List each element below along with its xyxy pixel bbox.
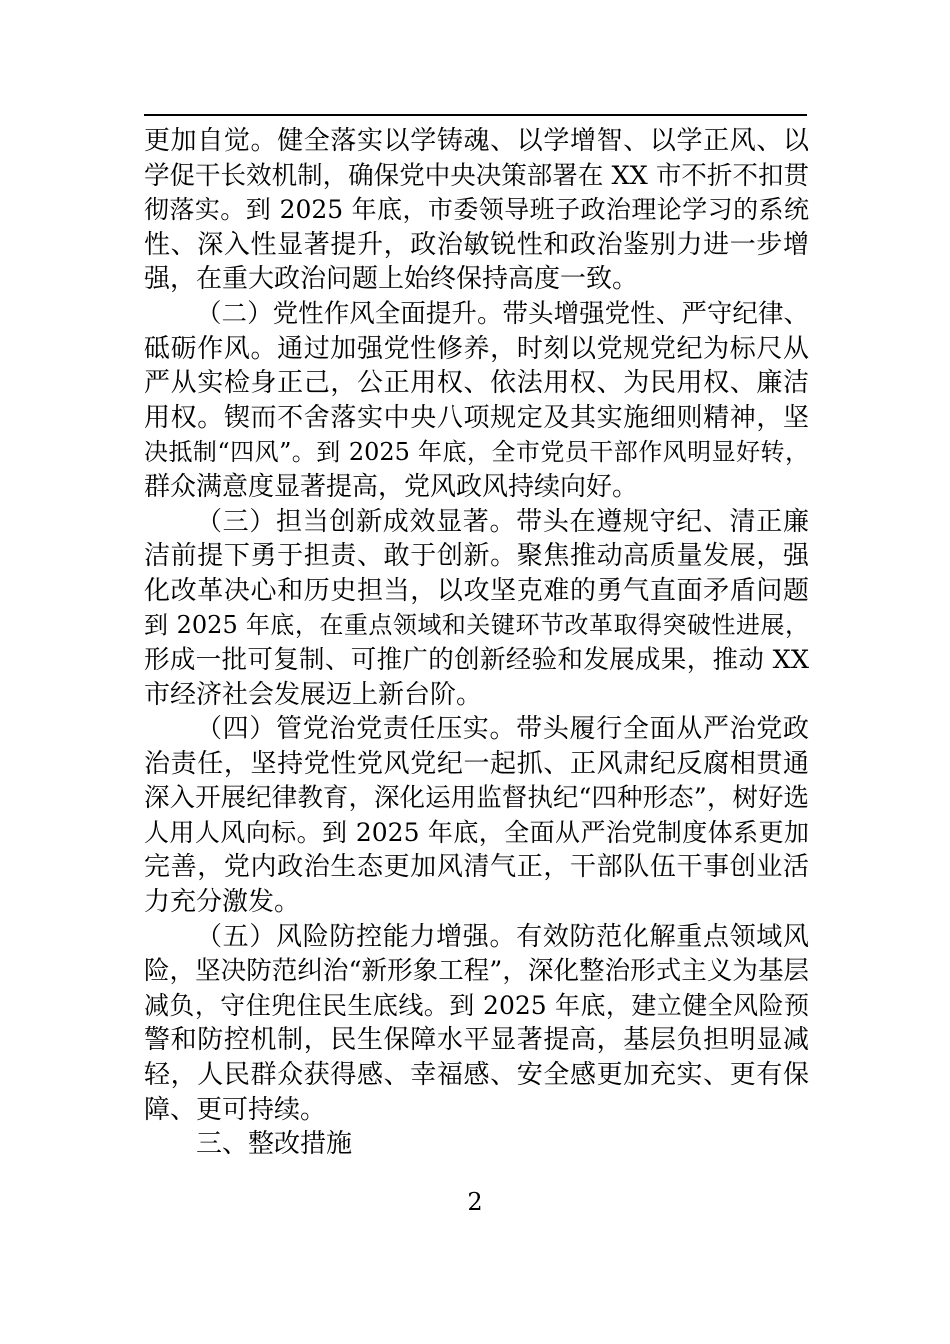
text-line: 严从实检身正己，公正用权、依法用权、为民用权、廉洁	[144, 368, 809, 399]
text-line: 砥砺作风。通过加强党性修养，时刻以党规党纪为标尺从	[144, 333, 809, 364]
text-line: 完善，党内政治生态更加风清气正，干部队伍干事创业活	[144, 852, 809, 883]
paragraph-3-heading-line: （三）担当创新成效显著。带头在遵规守纪、清正廉	[196, 506, 809, 537]
text-line: 人用人风向标。到 2025 年底，全面从严治党制度体系更加	[144, 817, 809, 847]
header-rule	[144, 114, 807, 116]
text-line: 用权。锲而不舍落实中央八项规定及其实施细则精神，坚	[144, 402, 809, 433]
text-line: 群众满意度显著提高，党风政风持续向好。	[144, 471, 639, 502]
page-number: 2	[467, 1188, 483, 1216]
text-line: 警和防控机制，民生保障水平显著提高，基层负担明显减	[144, 1025, 809, 1056]
text-line: 更加自觉。健全落实以学铸魂、以学增智、以学正风、以	[144, 126, 809, 156]
text-line: 彻落实。到 2025 年底，市委领导班子政治理论学习的系统	[144, 195, 809, 225]
text-line: 深入开展纪律教育，深化运用监督执纪“四种形态”，树好选	[144, 783, 809, 814]
text-line: 障、更可持续。	[144, 1094, 327, 1125]
text-line: 强，在重大政治问题上始终保持高度一致。	[144, 264, 639, 295]
paragraph-4-heading-line: （四）管党治党责任压实。带头履行全面从严治党政	[196, 714, 809, 745]
paragraph-5-heading-line: （五）风险防控能力增强。有效防范化解重点领域风	[196, 921, 809, 952]
text-line: 形成一批可复制、可推广的创新经验和发展成果，推动 XX	[144, 644, 809, 675]
text-line: 市经济社会发展迈上新台阶。	[144, 679, 483, 710]
paragraph-2-heading-line: （二）党性作风全面提升。带头增强党性、严守纪律、	[196, 298, 809, 329]
text-line: 治责任，坚持党性党风党纪一起抓、正风肃纪反腐相贯通	[144, 748, 809, 779]
text-line: 减负，守住兜住民生底线。到 2025 年底，建立健全风险预	[144, 990, 809, 1020]
text-line: 到 2025 年底，在重点领域和关键环节改革取得突破性进展，	[144, 611, 809, 640]
text-line: 学促干长效机制，确保党中央决策部署在 XX 市不折不扣贯	[144, 160, 809, 191]
body-text	[144, 124, 809, 1162]
text-line: 性、深入性显著提升，政治敏锐性和政治鉴别力进一步增	[144, 229, 809, 260]
text-line: 轻，人民群众获得感、幸福感、安全感更加充实、更有保	[144, 1060, 809, 1091]
section-heading: 三、整改措施	[196, 1129, 353, 1160]
text-line: 力充分激发。	[144, 887, 301, 918]
text-line: 洁前提下勇于担责、敢于创新。聚焦推动高质量发展，强	[144, 541, 809, 572]
text-line: 决抵制“四风”。到 2025 年底，全市党员干部作风明显好转，	[144, 438, 809, 467]
text-line: 化改革决心和历史担当，以攻坚克难的勇气直面矛盾问题	[144, 575, 809, 606]
text-line: 险，坚决防范纠治“新形象工程”，深化整治形式主义为基层	[144, 956, 809, 987]
